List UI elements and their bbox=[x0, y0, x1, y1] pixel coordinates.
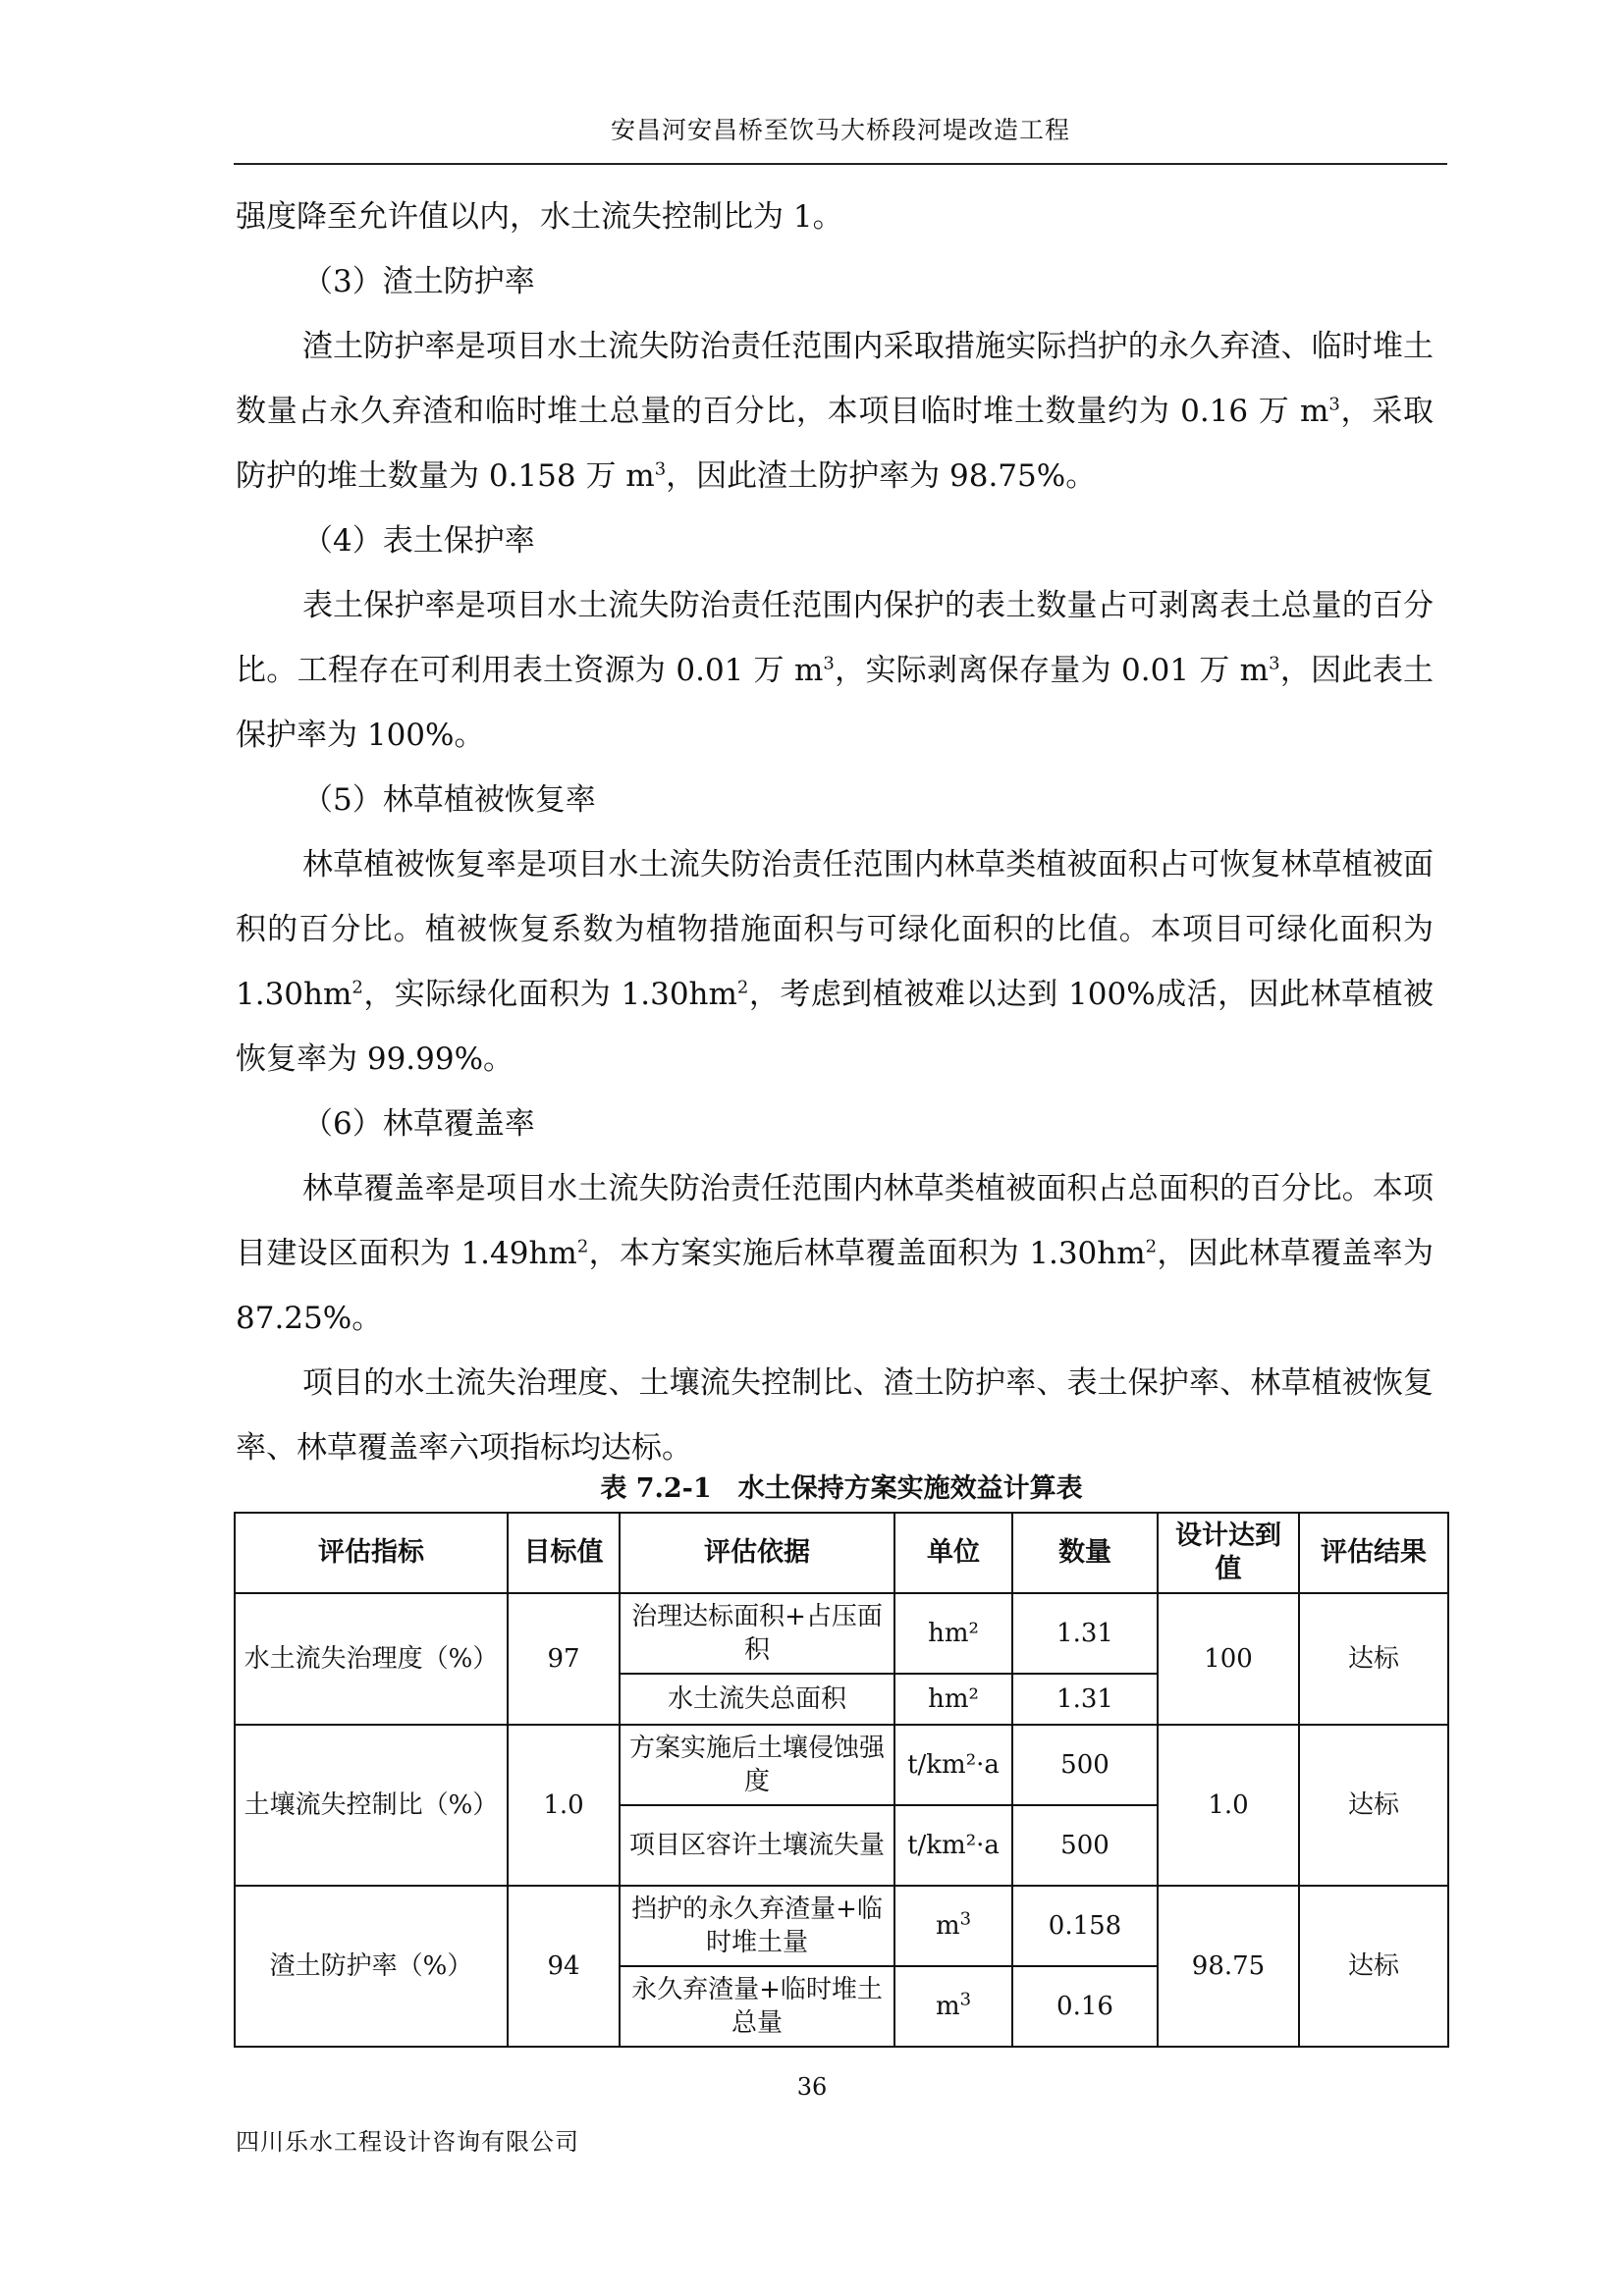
paragraph-7: 项目的水土流失治理度、土壤流失控制比、渣土防护率、表土保护率、林草植被恢复率、林草覆盖率六项指标均达标。 bbox=[236, 1365, 1434, 1466]
unit-cell: hm² bbox=[894, 1593, 1012, 1674]
basis-cell: 项目区容许土壤流失量 bbox=[620, 1805, 894, 1886]
heading-4: （4）表土保护率 bbox=[302, 523, 535, 559]
page-number: 36 bbox=[796, 2073, 828, 2101]
design-cell: 100 bbox=[1158, 1593, 1299, 1725]
unit-cell: hm² bbox=[894, 1674, 1012, 1725]
paragraph-1: 强度降至允许值以内，水土流失控制比为 1。 bbox=[236, 199, 843, 235]
qty-cell: 500 bbox=[1012, 1725, 1158, 1805]
qty-cell: 0.16 bbox=[1012, 1966, 1158, 2047]
header-title: 安昌河安昌桥至饮马大桥段河堤改造工程 bbox=[610, 116, 1070, 144]
table-row bbox=[235, 1886, 1448, 1966]
heading-5: （5）林草植被恢复率 bbox=[302, 782, 596, 818]
table-header: 评估指标 bbox=[235, 1513, 508, 1593]
heading-6: （6）林草覆盖率 bbox=[302, 1106, 535, 1142]
design-cell: 98.75 bbox=[1158, 1886, 1299, 2047]
paragraph-6: 林草覆盖率是项目水土流失防治责任范围内林草类植被面积占总面积的百分比。本项目建设区面积为 $1.49hm^2$，本方案实施后林草覆盖面积为 $1.30hm^2$，因此林草覆盖率为 87.25%。 bbox=[236, 1171, 1434, 1336]
paragraph-5: 林草植被恢复率是项目水土流失防治责任范围内林草类植被面积占可恢复林草植被面积的百分比。植被恢复系数为植物措施面积与可绿化面积的比值。本项目可绿化面积为 $1.30hm^2$，实际绿化面积为 $1.30hm^2$，考虑到植被难以达到 100%成活，因此林草植被恢复率为 99.99%。 bbox=[236, 847, 1434, 1077]
target-cell: 97 bbox=[508, 1593, 620, 1725]
heading-3: （3）渣土防护率 bbox=[302, 264, 535, 299]
basis-cell: 挡护的永久弃渣量+临时堆土量 bbox=[620, 1886, 894, 1966]
qty-cell: 0.158 bbox=[1012, 1886, 1158, 1966]
result-cell: 达标 bbox=[1299, 1886, 1448, 2047]
unit-cell: t/km²·a bbox=[894, 1805, 1012, 1886]
result-cell: 达标 bbox=[1299, 1725, 1448, 1886]
basis-cell: 治理达标面积+占压面积 bbox=[620, 1593, 894, 1674]
table-row bbox=[235, 1725, 1448, 1805]
table-header: 目标值 bbox=[508, 1513, 620, 1593]
result-cell: 达标 bbox=[1299, 1593, 1448, 1725]
page-header bbox=[234, 110, 1447, 165]
table-header: 数量 bbox=[1012, 1513, 1158, 1593]
indicator-cell: 土壤流失控制比（%） bbox=[235, 1725, 508, 1886]
table-header: 设计达到值 bbox=[1158, 1513, 1299, 1593]
target-cell: 94 bbox=[508, 1886, 620, 2047]
table-header: 评估依据 bbox=[620, 1513, 894, 1593]
qty-cell: 1.31 bbox=[1012, 1593, 1158, 1674]
paragraph-3: 渣土防护率是项目水土流失防治责任范围内采取措施实际挡护的永久弃渣、临时堆土数量占永久弃渣和临时堆土总量的百分比，本项目临时堆土数量约为 0.16 万 $m^3$，采取防护的堆土数量为 0.158 万 $m^3$，因此渣土防护率为 98.75%。 bbox=[236, 329, 1434, 494]
table-header: 评估结果 bbox=[1299, 1513, 1448, 1593]
qty-cell: 500 bbox=[1012, 1805, 1158, 1886]
indicator-cell: 渣土防护率（%） bbox=[235, 1886, 508, 2047]
benefit-table bbox=[234, 1512, 1449, 2048]
table-header: 单位 bbox=[894, 1513, 1012, 1593]
basis-cell: 方案实施后土壤侵蚀强度 bbox=[620, 1725, 894, 1805]
indicator-cell: 水土流失治理度（%） bbox=[235, 1593, 508, 1725]
table-row bbox=[235, 1593, 1448, 1674]
unit-cell: t/km²·a bbox=[894, 1725, 1012, 1805]
target-cell: 1.0 bbox=[508, 1725, 620, 1886]
table-header-row bbox=[235, 1513, 1448, 1593]
unit-cell: $m^3$ bbox=[894, 1966, 1012, 2047]
paragraph-4: 表土保护率是项目水土流失防治责任范围内保护的表土数量占可剥离表土总量的百分比。工程存在可利用表土资源为 0.01 万 $m^3$，实际剥离保存量为 0.01 万 $m^3$，因此表土保护率为 100%。 bbox=[236, 588, 1435, 753]
qty-cell: 1.31 bbox=[1012, 1674, 1158, 1725]
body-text bbox=[236, 185, 1434, 1480]
footer-company: 四川乐水工程设计咨询有限公司 bbox=[236, 2128, 579, 2156]
table-caption: 表 7.2-1 水土保持方案实施效益计算表 bbox=[600, 1473, 1083, 1504]
design-cell: 1.0 bbox=[1158, 1725, 1299, 1886]
basis-cell: 水土流失总面积 bbox=[620, 1674, 894, 1725]
unit-cell: $m^3$ bbox=[894, 1886, 1012, 1966]
basis-cell: 永久弃渣量+临时堆土总量 bbox=[620, 1966, 894, 2047]
